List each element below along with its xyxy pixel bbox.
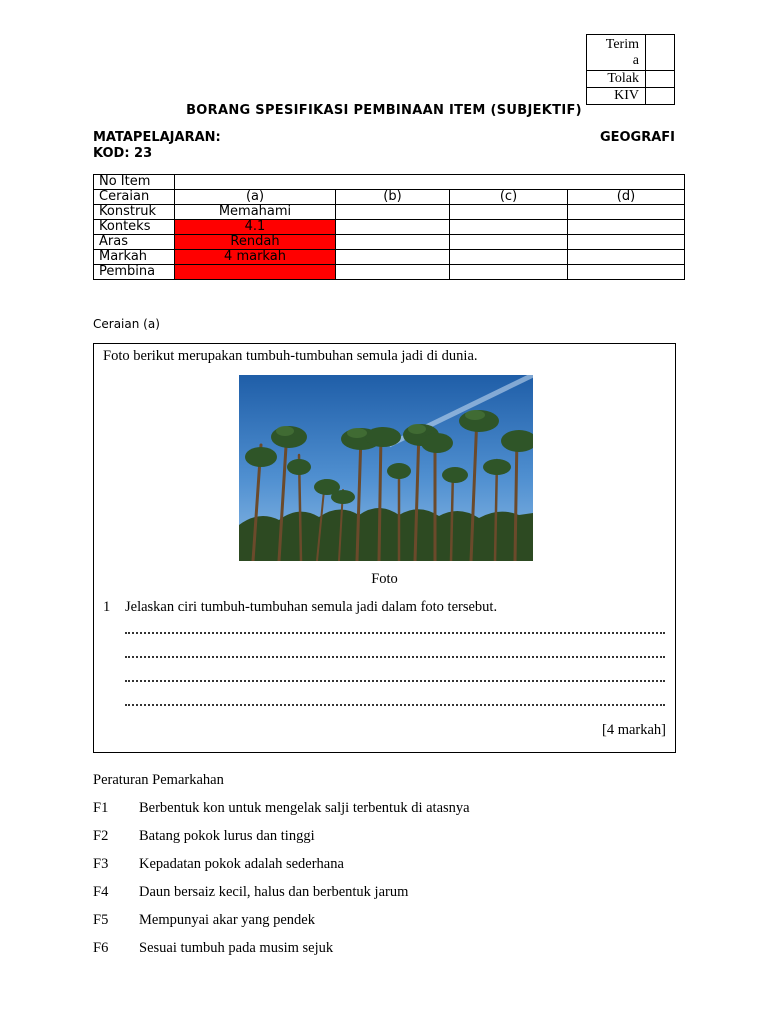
spec-row-item-no <box>94 175 685 190</box>
answer-line[interactable] <box>125 670 665 682</box>
spec-cell-b[interactable] <box>336 235 450 250</box>
spec-cell-d[interactable] <box>568 235 685 250</box>
scheme-item-code: F2 <box>93 828 109 844</box>
scheme-item-code: F4 <box>93 884 109 900</box>
spec-cell-c[interactable] <box>450 265 568 280</box>
question-number: 1 <box>103 599 111 615</box>
spec-cell-b[interactable] <box>336 265 450 280</box>
spec-cell-b[interactable] <box>336 205 450 220</box>
spec-column-header: (d) <box>568 190 685 205</box>
approval-kiv-checkbox[interactable] <box>646 88 675 105</box>
spec-cell-a: Memahami <box>175 205 336 220</box>
question-marks: [4 markah] <box>601 722 666 738</box>
scheme-item <box>93 800 470 828</box>
spec-row-konteks <box>94 220 685 235</box>
scheme-item-code: F6 <box>93 940 109 956</box>
subject-word-mata: MATA <box>93 130 133 145</box>
spec-column-header: (a) <box>175 190 336 205</box>
spec-label: Pembina <box>94 265 175 280</box>
scheme-item <box>93 828 470 856</box>
subject-header <box>93 130 675 161</box>
spec-row-markah <box>94 250 685 265</box>
subject-word-pelajaran: PELAJARAN <box>132 130 216 145</box>
spec-cell-c[interactable] <box>450 235 568 250</box>
approval-box <box>586 34 675 105</box>
approval-accept-label: Terim a <box>587 35 646 71</box>
spec-cell-a: 4.1 <box>175 220 336 235</box>
approval-reject-label: Tolak <box>587 71 646 88</box>
spec-cell-a <box>175 265 336 280</box>
spec-cell-d[interactable] <box>568 265 685 280</box>
section-label: Ceraian (a) <box>93 317 160 331</box>
scheme-item <box>93 856 470 884</box>
scheme-item-code: F1 <box>93 800 109 816</box>
answer-line[interactable] <box>125 622 665 634</box>
scheme-item-text: Kepadatan pokok adalah sederhana <box>139 856 344 872</box>
scheme-item <box>93 912 470 940</box>
spec-item-no-cell[interactable] <box>175 175 685 190</box>
spec-column-header: (b) <box>336 190 450 205</box>
question-text: Jelaskan ciri tumbuh-tumbuhan semula jadi dalam foto tersebut. <box>125 599 498 615</box>
scheme-item-text: Daun bersaiz kecil, halus dan berbentuk jarum <box>139 884 409 900</box>
spec-row-aras <box>94 235 685 250</box>
subject-colon: : <box>215 130 221 145</box>
spec-label: Konstruk <box>94 205 175 220</box>
spec-cell-c[interactable] <box>450 250 568 265</box>
answer-line[interactable] <box>125 694 665 706</box>
scheme-item <box>93 940 470 968</box>
spec-cell-a: 4 markah <box>175 250 336 265</box>
spec-cell-d[interactable] <box>568 220 685 235</box>
approval-kiv-label: KIV <box>587 88 646 105</box>
answer-line[interactable] <box>125 646 665 658</box>
approval-reject-checkbox[interactable] <box>646 71 675 88</box>
form-title: BORANG SPESIFIKASI PEMBINAAN ITEM (SUBJEKTIF) <box>186 103 582 118</box>
spec-label: Konteks <box>94 220 175 235</box>
spec-column-header: (c) <box>450 190 568 205</box>
photo-caption: Foto <box>371 571 398 587</box>
marking-scheme-list <box>93 800 470 968</box>
spec-cell-d[interactable] <box>568 205 685 220</box>
spec-row-ceraian <box>94 190 685 205</box>
spec-cell-d[interactable] <box>568 250 685 265</box>
scheme-item <box>93 884 470 912</box>
scheme-item-code: F3 <box>93 856 109 872</box>
spec-label: Ceraian <box>94 190 175 205</box>
spec-cell-c[interactable] <box>450 205 568 220</box>
spec-label: No Item <box>94 175 175 190</box>
scheme-item-text: Sesuai tumbuh pada musim sejuk <box>139 940 334 956</box>
question-intro: Foto berikut merupakan tumbuh-tumbuhan semula jadi di dunia. <box>103 348 478 364</box>
question-box <box>93 343 676 753</box>
pine-forest-photo <box>239 375 533 561</box>
spec-cell-c[interactable] <box>450 220 568 235</box>
spec-label: Markah <box>94 250 175 265</box>
scheme-item-code: F5 <box>93 912 109 928</box>
subject-code: KOD: 23 <box>93 146 153 161</box>
spec-cell-b[interactable] <box>336 220 450 235</box>
spec-cell-a: Rendah <box>175 235 336 250</box>
spec-row-konstruk <box>94 205 685 220</box>
approval-accept-checkbox[interactable] <box>646 35 675 71</box>
spec-cell-b[interactable] <box>336 250 450 265</box>
scheme-item-text: Berbentuk kon untuk mengelak salji terbentuk di atasnya <box>139 800 470 816</box>
spec-table <box>93 174 685 280</box>
scheme-item-text: Batang pokok lurus dan tinggi <box>139 828 315 844</box>
subject-value: GEOGRAFI <box>599 130 675 145</box>
spec-row-pembina <box>94 265 685 280</box>
marking-scheme-title: Peraturan Pemarkahan <box>93 772 224 788</box>
scheme-item-text: Mempunyai akar yang pendek <box>139 912 315 928</box>
spec-label: Aras <box>94 235 175 250</box>
